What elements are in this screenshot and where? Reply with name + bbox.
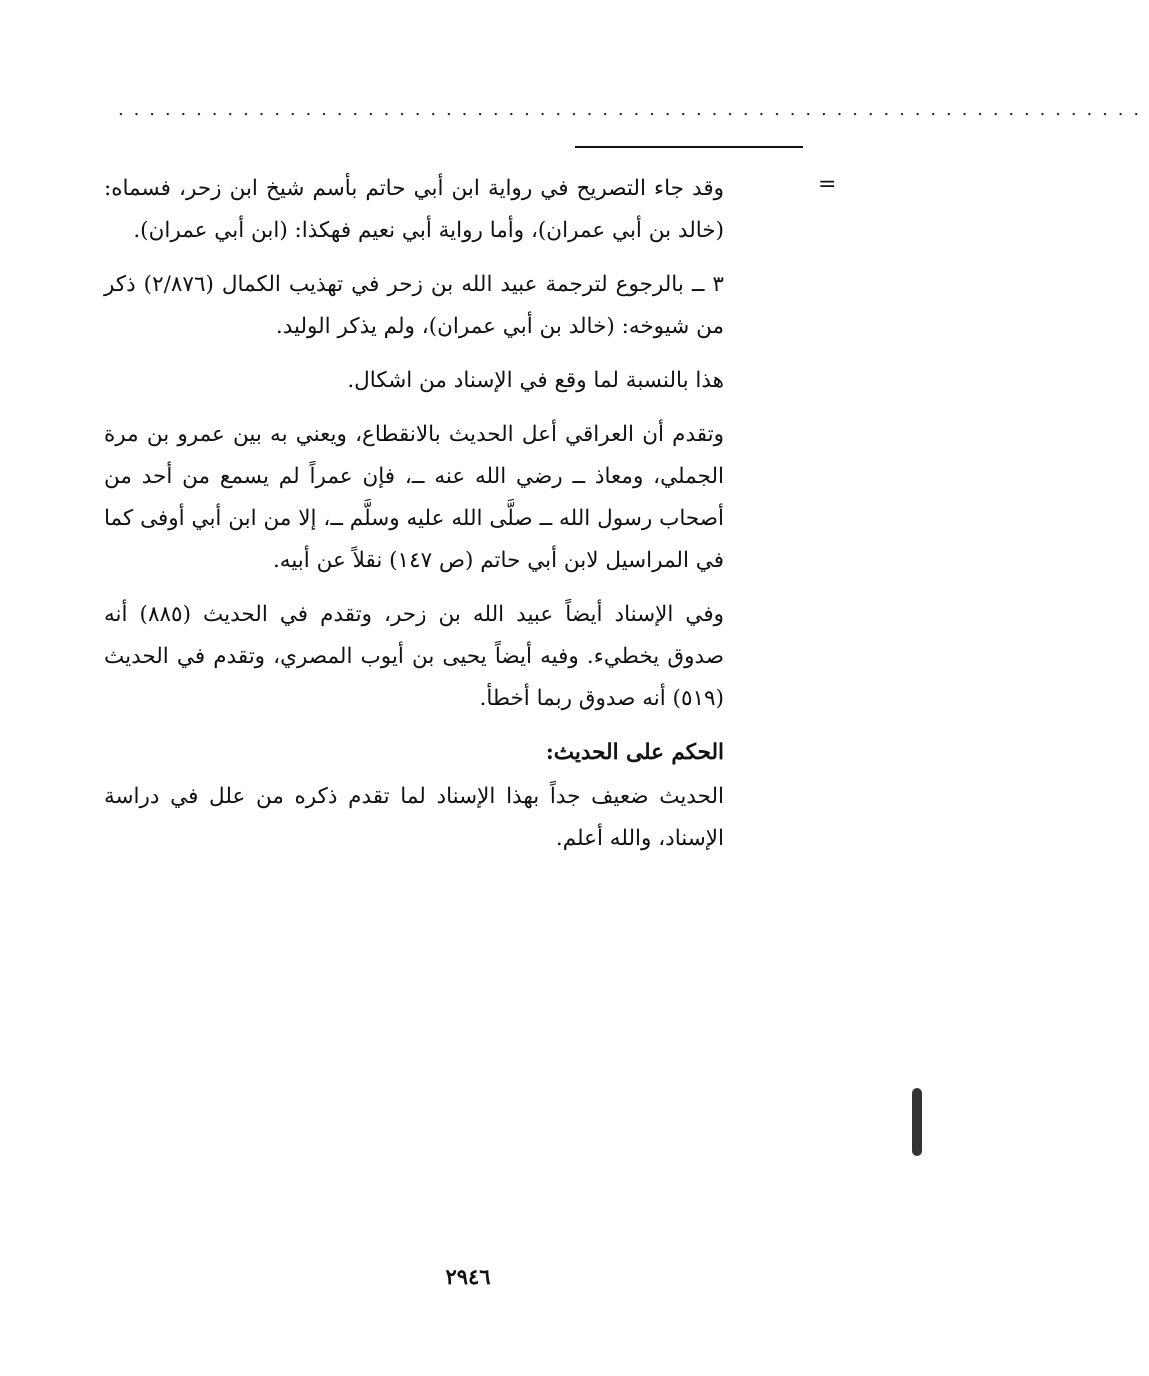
ruling-heading: الحكم على الحديث:: [545, 740, 724, 765]
paragraph-5: وفي الإسناد أيضاً عبيد الله بن زحر، وتقدم في الحديث (٨٨٥) أنه صدوق يخطيء. وفيه أيضاً يحيى بن أيوب المصري، وتقدم في الحديث (٥١٩) أنه صدوق ربما أخطأ.: [104, 602, 724, 711]
scan-edge-mark: [912, 1088, 922, 1156]
continuation-mark: =: [818, 172, 837, 197]
dotted-separator: ..................................................................: [118, 99, 1149, 120]
paragraph-2: ٣ ــ بالرجوع لترجمة عبيد الله بن زحر في تهذيب الكمال (٢/٨٧٦) ذكر من شيوخه: (خالد بن أبي عمران)، ولم يذكر الوليد.: [104, 272, 724, 339]
main-text: [104, 168, 724, 872]
paragraph-4: وتقدم أن العراقي أعل الحديث بالانقطاع، ويعني به بين عمرو بن مرة الجملي، ومعاذ ــ رضي الله عنه ــ، فإن عمراً لم يسمع من أحد من أصحاب رسول الله ــ صلَّى الله عليه وسلَّم ــ، إلا من ابن أبي أوفى كما في المراسيل لابن أبي حاتم (ص ١٤٧) نقلاً عن أبيه.: [104, 422, 724, 573]
ruling-text: الحديث ضعيف جداً بهذا الإسناد لما تقدم ذكره من علل في دراسة الإسناد، والله أعلم.: [104, 784, 724, 851]
paragraph-3: هذا بالنسبة لما وقع في الإسناد من اشكال.: [347, 368, 724, 393]
paragraph-1: وقد جاء التصريح في رواية ابن أبي حاتم بأسم شيخ ابن زحر، فسماه: (خالد بن أبي عمران)، وأما رواية أبي نعيم فهكذا: (ابن أبي عمران).: [104, 176, 724, 243]
page-number: ٢٩٤٦: [445, 1264, 491, 1289]
footnote-rule: [575, 146, 803, 148]
